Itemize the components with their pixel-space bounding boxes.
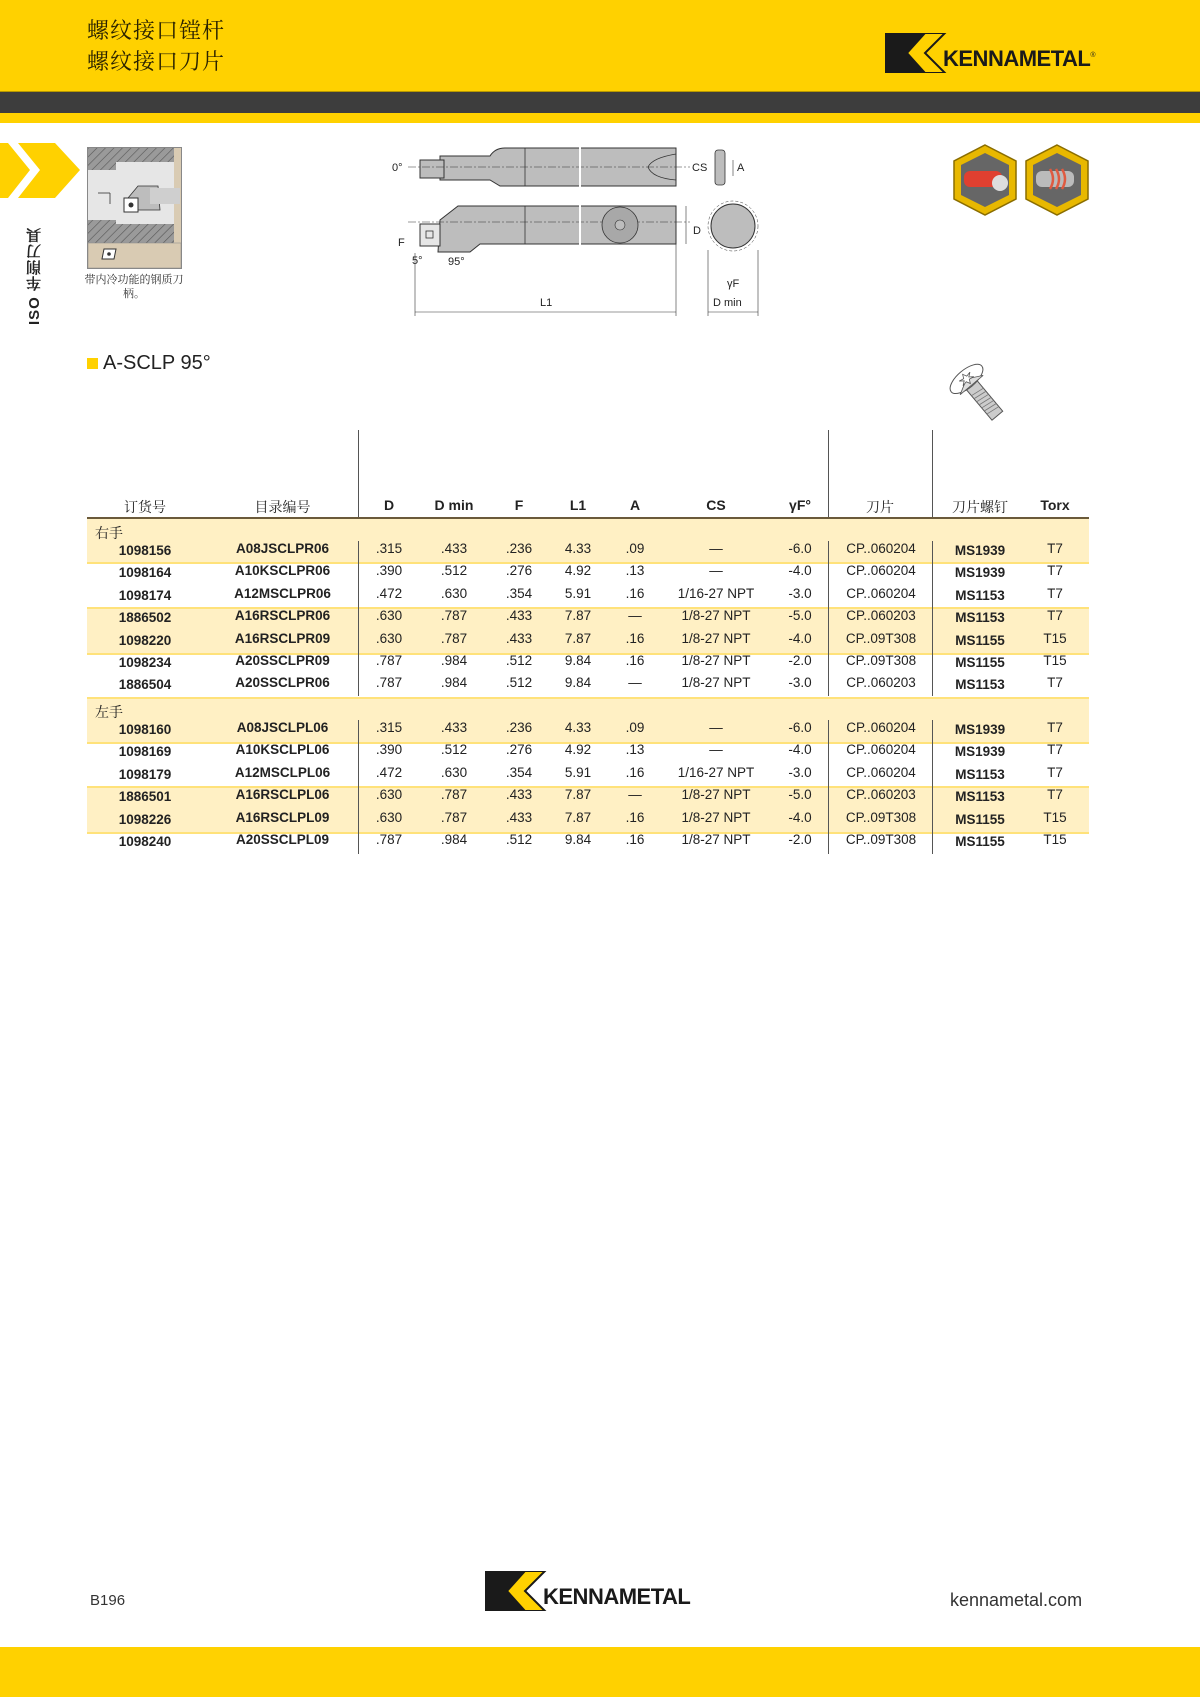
cell-d: .787 xyxy=(375,675,403,691)
cell-order-number: 1886504 xyxy=(118,677,172,693)
cell-d: .315 xyxy=(375,720,403,735)
cell-d: .630 xyxy=(375,608,403,624)
header-catalog-number: 目录编号 xyxy=(254,499,311,515)
svg-text:γF: γF xyxy=(727,278,740,290)
cell-d: .315 xyxy=(375,541,403,556)
cell-catalog-number: A12MSCLPR06 xyxy=(234,585,331,601)
cell-order-number: 1098226 xyxy=(118,811,172,827)
cell-d: .472 xyxy=(375,764,403,780)
cell-cs: — xyxy=(709,563,723,579)
cell-d: .630 xyxy=(375,630,403,646)
cell-gamma-f: -2.0 xyxy=(788,832,812,847)
cell-torx: T15 xyxy=(1043,653,1067,668)
cell-torx: T7 xyxy=(1047,541,1063,556)
cell-l1: 9.84 xyxy=(564,832,592,847)
cell-d-min: .512 xyxy=(440,742,468,758)
cell-insert-screw: MS1155 xyxy=(955,632,1005,648)
cell-cs: 1/16-27 NPT xyxy=(677,764,755,780)
cell-gamma-f: -4.0 xyxy=(788,563,812,579)
cell-catalog-number: A08JSCLPL06 xyxy=(236,720,329,735)
cell-l1: 7.87 xyxy=(564,608,592,624)
cell-cs: 1/8-27 NPT xyxy=(681,809,751,825)
header-gamma-f: γF° xyxy=(789,497,811,513)
svg-text:CS: CS xyxy=(692,162,708,174)
cell-l1: 4.33 xyxy=(564,541,592,556)
cell-catalog-number: A16RSCLPR06 xyxy=(234,608,331,624)
svg-text:F: F xyxy=(398,237,405,249)
cell-insert-screw: MS1153 xyxy=(955,677,1005,693)
cell-f: .354 xyxy=(505,764,533,780)
column-divider xyxy=(932,541,933,696)
cell-a: .13 xyxy=(625,563,645,579)
cell-torx: T15 xyxy=(1043,630,1067,646)
cell-insert: CP..060203 xyxy=(846,787,916,803)
cell-l1: 4.92 xyxy=(564,563,592,579)
boring-bar-in-bore-image xyxy=(88,148,181,268)
cell-a: .16 xyxy=(625,832,645,847)
header-l1: L1 xyxy=(569,497,587,513)
cell-insert: CP..09T308 xyxy=(845,809,917,825)
cell-catalog-number: A16RSCLPL06 xyxy=(235,787,330,803)
cell-a: .09 xyxy=(625,720,645,735)
application-icons xyxy=(952,143,1092,218)
cell-insert-screw: MS1939 xyxy=(954,744,1006,760)
cell-catalog-number: A16RSCLPR09 xyxy=(234,630,331,646)
cell-insert: CP..060204 xyxy=(846,720,916,735)
cell-f: .433 xyxy=(505,608,533,624)
cell-cs: 1/8-27 NPT xyxy=(681,653,751,668)
cell-a: .16 xyxy=(625,653,645,668)
kennametal-logo xyxy=(885,33,1096,73)
cell-f: .433 xyxy=(505,630,533,646)
cell-l1: 4.92 xyxy=(564,742,592,758)
cell-torx: T7 xyxy=(1047,720,1063,735)
cell-f: .354 xyxy=(505,585,533,601)
column-divider xyxy=(932,430,933,517)
cell-f: .236 xyxy=(505,541,533,556)
cell-catalog-number: A08JSCLPR06 xyxy=(235,541,330,556)
cell-insert-screw: MS1939 xyxy=(954,543,1006,558)
section-title-text: A-SCLP 95° xyxy=(103,352,211,374)
cell-l1: 5.91 xyxy=(564,764,592,780)
cell-a: .16 xyxy=(625,764,645,780)
thumbnail-caption: 带内冷功能的钢质刀柄。 xyxy=(84,274,184,300)
threading-application-icon xyxy=(1026,145,1088,215)
cell-insert-screw: MS1939 xyxy=(954,722,1006,737)
cell-order-number: 1098220 xyxy=(118,632,172,648)
cell-f: .512 xyxy=(505,675,533,691)
cell-gamma-f: -4.0 xyxy=(788,630,812,646)
cell-torx: T7 xyxy=(1047,608,1063,624)
yellow-square-bullet xyxy=(87,358,98,369)
page-title: 螺纹接口镗杆 xyxy=(87,18,226,43)
header-insert: 刀片 xyxy=(866,499,894,515)
column-divider xyxy=(932,720,933,854)
brand-name: KENNAMETAL xyxy=(543,1584,691,1609)
cell-d-min: .787 xyxy=(440,787,468,803)
cell-insert: CP..060203 xyxy=(846,608,916,624)
header-d: D xyxy=(383,497,395,513)
cell-insert: CP..09T308 xyxy=(845,630,917,646)
header-thin-stripe xyxy=(0,113,1200,123)
brand-name: KENNAMETAL xyxy=(943,46,1091,71)
cell-gamma-f: -4.0 xyxy=(788,742,812,758)
cell-insert-screw: MS1155 xyxy=(955,655,1005,670)
group-label-left-hand: 左手 xyxy=(95,704,123,720)
cell-f: .512 xyxy=(505,832,533,847)
svg-text:D: D xyxy=(693,225,701,237)
cell-insert: CP..060204 xyxy=(846,563,916,579)
cell-d-min: .984 xyxy=(440,832,468,847)
kennametal-k-icon xyxy=(885,33,947,73)
header-d-min: D min xyxy=(434,497,474,513)
cell-f: .433 xyxy=(505,809,533,825)
cell-catalog-number: A20SSCLPL09 xyxy=(235,832,330,847)
cell-gamma-f: -4.0 xyxy=(788,809,812,825)
cell-insert-screw: MS1153 xyxy=(955,610,1005,626)
cell-l1: 9.84 xyxy=(564,675,592,691)
cell-gamma-f: -3.0 xyxy=(788,764,812,780)
cell-d: .787 xyxy=(375,653,403,668)
cell-l1: 7.87 xyxy=(564,809,592,825)
cell-torx: T7 xyxy=(1047,585,1063,601)
header-cs: CS xyxy=(706,497,726,513)
cell-d: .390 xyxy=(375,742,403,758)
header-f: F xyxy=(514,497,524,513)
cell-f: .276 xyxy=(505,563,533,579)
column-divider xyxy=(358,720,359,854)
cell-l1: 4.33 xyxy=(564,720,592,735)
cell-f: .276 xyxy=(505,742,533,758)
cell-a: .16 xyxy=(625,585,645,601)
cell-cs: — xyxy=(709,541,723,556)
cell-torx: T15 xyxy=(1043,832,1067,847)
cell-catalog-number: A10KSCLPR06 xyxy=(234,563,331,579)
cell-d-min: .984 xyxy=(440,653,468,668)
cell-gamma-f: -6.0 xyxy=(788,541,812,556)
column-divider xyxy=(828,430,829,517)
header-a: A xyxy=(629,497,641,513)
cell-l1: 7.87 xyxy=(564,787,592,803)
cell-catalog-number: A20SSCLPR09 xyxy=(235,653,330,668)
header-dark-stripe xyxy=(0,91,1200,114)
cell-insert-screw: MS1153 xyxy=(955,766,1005,782)
cell-l1: 5.91 xyxy=(564,585,592,601)
cell-cs: 1/8-27 NPT xyxy=(681,787,751,803)
cell-d-min: .512 xyxy=(440,563,468,579)
cell-insert-screw: MS1153 xyxy=(955,789,1005,805)
kennametal-k-icon xyxy=(485,1571,547,1611)
header-insert-screw: 刀片螺钉 xyxy=(952,499,1008,515)
cell-order-number: 1098164 xyxy=(118,565,172,581)
page-number: B196 xyxy=(90,1592,126,1609)
cell-order-number: 1098179 xyxy=(118,766,172,782)
cell-d-min: .630 xyxy=(440,585,468,601)
cell-a: .13 xyxy=(625,742,645,758)
section-heading xyxy=(87,352,211,375)
svg-text:A: A xyxy=(737,162,745,174)
cell-gamma-f: -5.0 xyxy=(788,608,812,624)
column-divider xyxy=(358,430,359,517)
cell-catalog-number: A20SSCLPR06 xyxy=(235,675,330,691)
cell-cs: 1/16-27 NPT xyxy=(677,585,755,601)
group-label-right-hand: 右手 xyxy=(95,525,123,541)
cell-d-min: .787 xyxy=(440,630,468,646)
cell-order-number: 1098174 xyxy=(118,587,172,603)
cell-insert: CP..09T308 xyxy=(845,653,917,668)
footer-band xyxy=(0,1647,1200,1697)
cell-d-min: .984 xyxy=(440,675,468,691)
cell-catalog-number: A16RSCLPL09 xyxy=(235,809,330,825)
cell-insert: CP..060203 xyxy=(846,675,916,691)
cell-a: .16 xyxy=(625,809,645,825)
cell-d: .472 xyxy=(375,585,403,601)
column-divider xyxy=(358,541,359,696)
cell-f: .512 xyxy=(505,653,533,668)
cell-l1: 9.84 xyxy=(564,653,592,668)
header-order-number: 订货号 xyxy=(124,499,166,515)
cell-d: .630 xyxy=(375,809,403,825)
cell-insert-screw: MS1155 xyxy=(955,834,1005,849)
cell-order-number: 1098234 xyxy=(118,655,172,670)
cell-a: — xyxy=(628,608,642,624)
cell-gamma-f: -6.0 xyxy=(788,720,812,735)
cell-cs: 1/8-27 NPT xyxy=(681,675,751,691)
cell-order-number: 1098160 xyxy=(118,722,172,737)
cell-gamma-f: -3.0 xyxy=(788,675,812,691)
column-divider xyxy=(828,541,829,696)
cell-a: .09 xyxy=(625,541,645,556)
cell-cs: 1/8-27 NPT xyxy=(681,608,751,624)
cell-order-number: 1098240 xyxy=(118,834,172,849)
cell-d-min: .787 xyxy=(440,608,468,624)
cell-insert: CP..060204 xyxy=(846,541,916,556)
cell-insert: CP..060204 xyxy=(846,764,916,780)
cell-cs: — xyxy=(709,720,723,735)
cell-catalog-number: A10KSCLPL06 xyxy=(235,742,330,758)
cell-l1: 7.87 xyxy=(564,630,592,646)
cell-cs: 1/8-27 NPT xyxy=(681,832,751,847)
cell-order-number: 1886501 xyxy=(118,789,172,805)
footer-kennametal-logo xyxy=(485,1571,690,1611)
insert-screw-icon xyxy=(945,360,1015,430)
cell-order-number: 1098156 xyxy=(118,543,172,558)
cell-gamma-f: -3.0 xyxy=(788,585,812,601)
cell-gamma-f: -5.0 xyxy=(788,787,812,803)
cell-insert-screw: MS1155 xyxy=(955,811,1005,827)
section-side-label: ISO 车削刀具 xyxy=(26,226,43,325)
website-url[interactable]: kennametal.com xyxy=(950,1590,1083,1610)
cell-f: .433 xyxy=(505,787,533,803)
svg-text:0°: 0° xyxy=(392,162,403,174)
cell-torx: T7 xyxy=(1047,563,1063,579)
cell-f: .236 xyxy=(505,720,533,735)
header-torx: Torx xyxy=(1040,497,1070,513)
cell-d: .787 xyxy=(375,832,403,847)
cell-torx: T7 xyxy=(1047,675,1063,691)
cell-torx: T7 xyxy=(1047,742,1063,758)
chevron-tab-icon xyxy=(0,143,80,198)
cell-insert: CP..060204 xyxy=(846,585,916,601)
cell-cs: — xyxy=(709,742,723,758)
svg-text:L1: L1 xyxy=(540,297,553,309)
cell-a: — xyxy=(628,787,642,803)
cell-a: .16 xyxy=(625,630,645,646)
cell-order-number: 1886502 xyxy=(118,610,172,626)
cell-insert-screw: MS1939 xyxy=(954,565,1006,581)
cell-d: .630 xyxy=(375,787,403,803)
svg-text:95°: 95° xyxy=(448,256,465,268)
boring-application-icon xyxy=(954,145,1016,215)
svg-text:D min: D min xyxy=(713,297,742,309)
cell-catalog-number: A12MSCLPL06 xyxy=(234,764,331,780)
tool-dimension-drawing xyxy=(390,140,790,320)
cell-d-min: .787 xyxy=(440,809,468,825)
cell-d-min: .433 xyxy=(440,541,468,556)
cell-insert: CP..060204 xyxy=(846,742,916,758)
cell-order-number: 1098169 xyxy=(118,744,172,760)
cell-cs: 1/8-27 NPT xyxy=(681,630,751,646)
cell-gamma-f: -2.0 xyxy=(788,653,812,668)
cell-insert: CP..09T308 xyxy=(845,832,917,847)
cell-d-min: .433 xyxy=(440,720,468,735)
cell-torx: T7 xyxy=(1047,764,1063,780)
cell-insert-screw: MS1153 xyxy=(955,587,1005,603)
cell-a: — xyxy=(628,675,642,691)
cell-d-min: .630 xyxy=(440,764,468,780)
registered-mark: ® xyxy=(1090,51,1096,59)
cell-d: .390 xyxy=(375,563,403,579)
cell-torx: T7 xyxy=(1047,787,1063,803)
application-thumbnail xyxy=(87,147,182,269)
svg-text:5°: 5° xyxy=(412,255,423,267)
column-divider xyxy=(828,720,829,854)
cell-torx: T15 xyxy=(1043,809,1067,825)
page-subtitle: 螺纹接口刀片 xyxy=(87,49,226,74)
